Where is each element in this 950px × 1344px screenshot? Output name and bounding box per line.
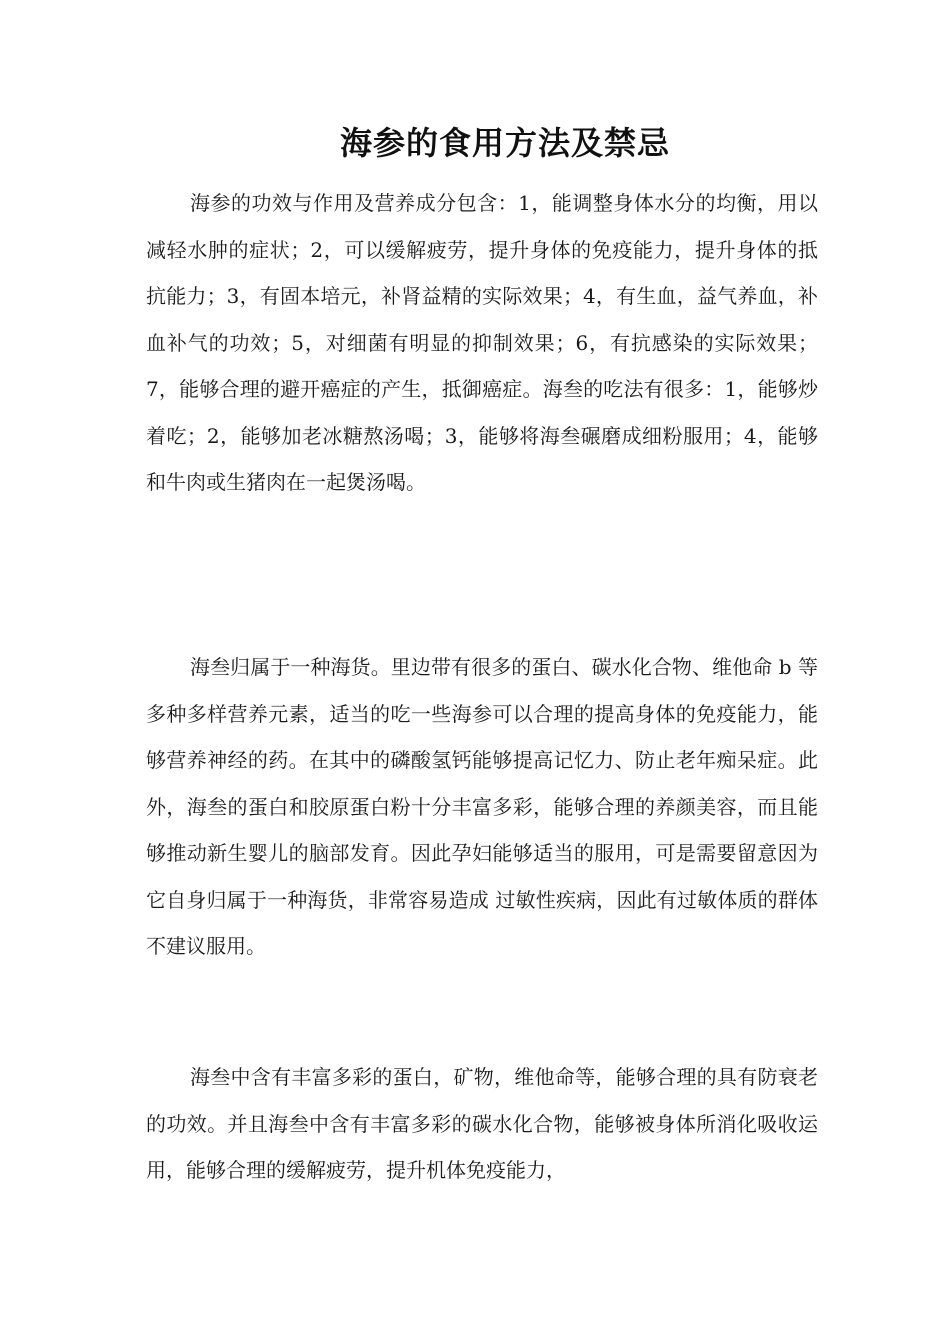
paragraph-efficacy: 海参的功效与作用及营养成分包含：1，能调整身体水分的均衡，用以减轻水肿的症状；2，可以缓解疲劳，提升身体的免疫能力，提升身体的抵抗能力；3，有固本培元，补肾益精的实际效果；4，有生血，益气养血，补血补气的功效；5，对细菌有明显的抑制效果；6，有抗感染的实际效果；7，能够合理的避开癌症的产生，抵御癌症。海叁的吃法有很多：1，能够炒着吃；2，能够加老冰糖熬汤喝；3，能够将海叁碾磨成细粉服用；4，能够和牛肉或生猪肉在一起煲汤喝。 xyxy=(146,191,818,494)
document-title: 海参的食用方法及禁忌 xyxy=(339,124,670,162)
paragraph-anti-aging: 海叁中含有丰富多彩的蛋白，矿物，维他命等，能够合理的具有防衰老的功效。并且海叁中含有丰富多彩的碳水化合物，能够被身体所消化吸收运用，能够合理的缓解疲劳，提升机体免疫能力， xyxy=(146,1065,818,1182)
paragraph-nutrition: 海叁归属于一种海货。里边带有很多的蛋白、碳水化合物、维他命 b 等多种多样营养元素，适当的吃一些海参可以合理的提高身体的免疫能力，能够营养神经的药。在其中的磷酸氢钙能够提高记忆力、防止老年痴呆症。此外，海叁的蛋白和胶原蛋白粉十分丰富多彩，能够合理的养颜美容，而且能够推动新生婴儿的脑部发育。因此孕妇能够适当的服用，可是需要留意因为它自身归属于一种海货，非常容易造成 过敏性疾病，因此有过敏体质的群体不建议服用。 xyxy=(146,655,818,958)
